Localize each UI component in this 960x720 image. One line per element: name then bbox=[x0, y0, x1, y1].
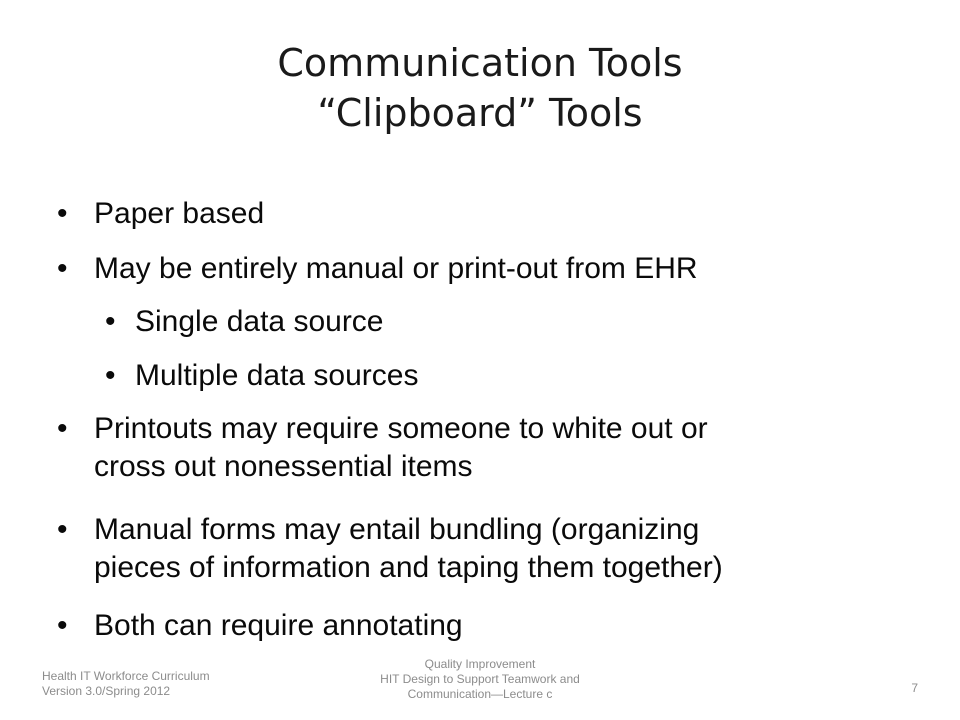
footer-center-line-3: Communication—Lecture c bbox=[407, 687, 553, 701]
bullet-text-line-2: cross out nonessential items bbox=[94, 450, 473, 483]
bullet-item bbox=[57, 410, 914, 486]
sub-bullet-item bbox=[105, 357, 895, 395]
title-line-1: Communication Tools bbox=[277, 41, 683, 85]
sub-bullet-item bbox=[105, 303, 895, 341]
bullet-text-line-2: pieces of information and taping them together) bbox=[94, 551, 723, 584]
footer-left-line-1: Health IT Workforce Curriculum bbox=[42, 669, 210, 683]
bullet-text: Multiple data sources bbox=[135, 359, 419, 392]
bullet-item bbox=[57, 511, 914, 587]
bullet-text-line-1: Manual forms may entail bundling (organizing bbox=[94, 513, 700, 546]
bullet-item bbox=[57, 250, 914, 288]
bullet-text: Paper based bbox=[94, 197, 265, 230]
footer-center-line-1: Quality Improvement bbox=[424, 657, 536, 671]
bullet-marker: • bbox=[57, 197, 68, 230]
bullet-text: Both can require annotating bbox=[94, 609, 463, 642]
bullet-item bbox=[57, 607, 914, 645]
bullet-marker: • bbox=[57, 513, 68, 546]
bullet-text: Single data source bbox=[135, 305, 384, 338]
bullet-text-line-1: Printouts may require someone to white out or bbox=[94, 412, 708, 445]
bullet-marker: • bbox=[105, 359, 116, 392]
bullet-text: May be entirely manual or print-out from EHR bbox=[94, 252, 698, 285]
footer-left-line-2: Version 3.0/Spring 2012 bbox=[42, 684, 171, 698]
footer-lecture-info bbox=[300, 657, 660, 702]
bullet-marker: • bbox=[57, 252, 68, 285]
bullet-marker: • bbox=[57, 412, 68, 445]
page-number: 7 bbox=[911, 681, 918, 695]
footer-center-line-2: HIT Design to Support Teamwork and bbox=[380, 672, 580, 686]
title-line-2: “Clipboard” Tools bbox=[317, 91, 643, 135]
bullet-marker: • bbox=[57, 609, 68, 642]
footer-curriculum bbox=[42, 669, 210, 699]
bullet-marker: • bbox=[105, 305, 116, 338]
bullet-item bbox=[57, 195, 914, 233]
